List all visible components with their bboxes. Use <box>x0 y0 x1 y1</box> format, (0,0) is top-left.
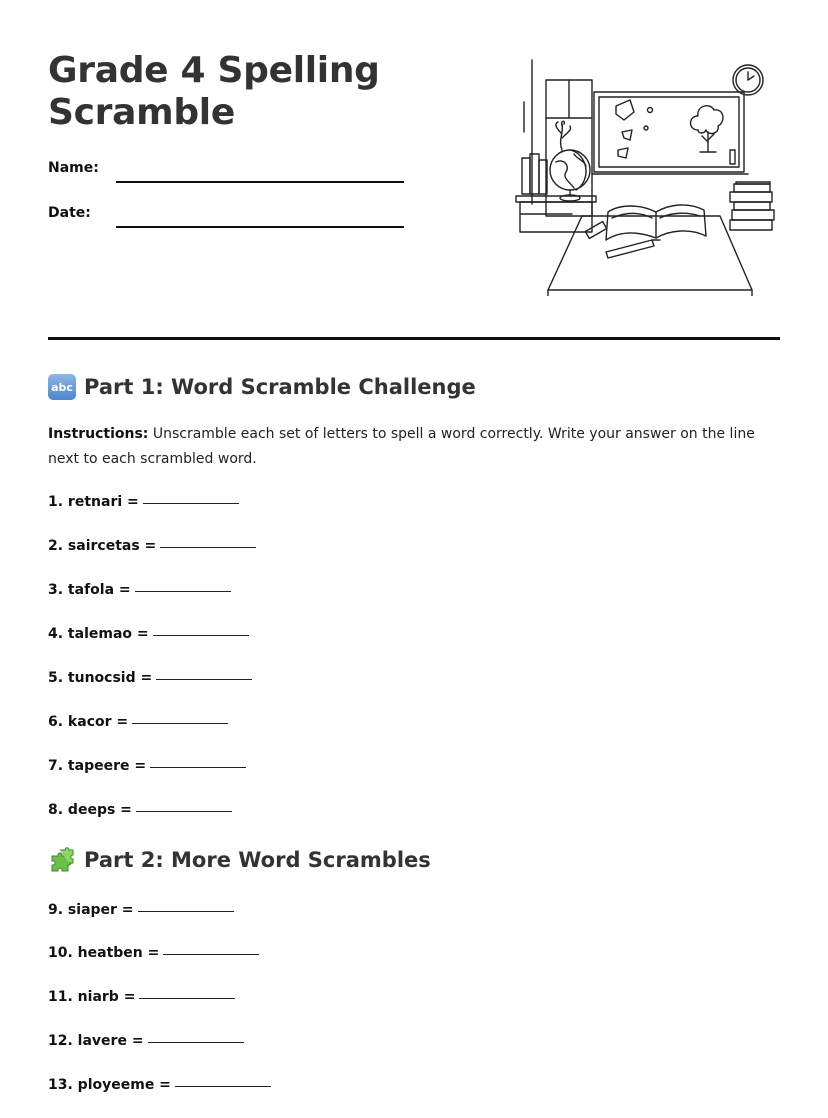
instructions-text: Unscramble each set of letters to spell a word correctly. Write your answer on the line next to each scrambled word. <box>48 426 755 467</box>
scrambled-word: 13. ployeeme = <box>48 1077 171 1093</box>
list-item <box>48 902 234 918</box>
list-item <box>48 494 239 510</box>
list-item <box>48 670 252 686</box>
list-item <box>48 989 235 1005</box>
scrambled-word: 3. tafola = <box>48 582 131 598</box>
part2-heading <box>48 846 431 874</box>
worksheet-title: Grade 4 Spelling Scramble <box>48 50 380 133</box>
abc-icon: abc <box>48 374 76 400</box>
list-item <box>48 945 259 961</box>
instructions <box>48 422 788 472</box>
scrambled-word: 9. siaper = <box>48 902 134 918</box>
classroom-illustration <box>512 54 778 296</box>
scrambled-word: 11. niarb = <box>48 989 136 1005</box>
list-item <box>48 714 228 730</box>
list-item <box>48 1077 271 1093</box>
instructions-label: Instructions: <box>48 426 149 442</box>
answer-blank[interactable] <box>150 767 246 768</box>
scrambled-word: 5. tunocsid = <box>48 670 153 686</box>
scrambled-word: 1. retnari = <box>48 494 139 510</box>
scrambled-word: 12. lavere = <box>48 1033 144 1049</box>
list-item <box>48 582 231 598</box>
date-label: Date: <box>48 205 91 221</box>
answer-blank[interactable] <box>132 723 228 724</box>
name-label: Name: <box>48 160 99 176</box>
answer-blank[interactable] <box>136 811 232 812</box>
scrambled-word: 6. kacor = <box>48 714 129 730</box>
answer-blank[interactable] <box>139 998 235 999</box>
part2-heading-text: Part 2: More Word Scrambles <box>84 848 431 872</box>
list-item <box>48 758 246 774</box>
list-item <box>48 1033 244 1049</box>
name-field[interactable] <box>116 181 404 183</box>
answer-blank[interactable] <box>156 679 252 680</box>
answer-blank[interactable] <box>143 503 239 504</box>
section-divider <box>48 337 780 340</box>
scrambled-word: 2. saircetas = <box>48 538 157 554</box>
list-item <box>48 802 232 818</box>
part1-heading <box>48 374 476 400</box>
list-item <box>48 626 249 642</box>
answer-blank[interactable] <box>148 1042 244 1043</box>
answer-blank[interactable] <box>153 635 249 636</box>
answer-blank[interactable] <box>163 954 259 955</box>
date-field[interactable] <box>116 226 404 228</box>
scrambled-word: 7. tapeere = <box>48 758 147 774</box>
scrambled-word: 10. heatben = <box>48 945 160 961</box>
scrambled-word: 8. deeps = <box>48 802 132 818</box>
answer-blank[interactable] <box>175 1086 271 1087</box>
part1-heading-text: Part 1: Word Scramble Challenge <box>84 375 476 399</box>
answer-blank[interactable] <box>135 591 231 592</box>
answer-blank[interactable] <box>138 911 234 912</box>
list-item <box>48 538 256 554</box>
puzzle-piece-icon <box>48 846 76 874</box>
answer-blank[interactable] <box>160 547 256 548</box>
scrambled-word: 4. talemao = <box>48 626 149 642</box>
